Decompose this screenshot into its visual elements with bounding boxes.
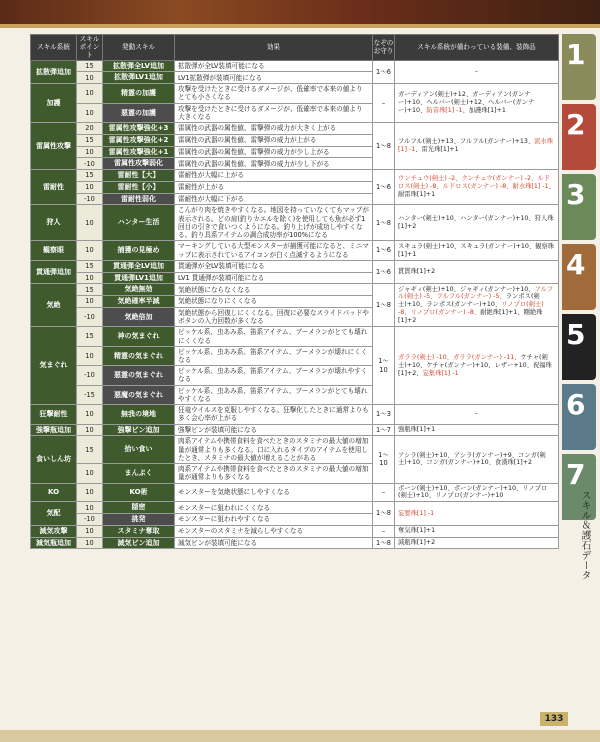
skill-system-cell: 狂撃耐性 xyxy=(31,405,77,424)
equipment-text: – xyxy=(474,410,479,418)
skill-name-cell: 無我の境地 xyxy=(103,405,175,424)
table-row xyxy=(31,205,559,241)
skill-name-cell: 強撃ビン追加 xyxy=(103,424,175,436)
skill-points-cell: 15 xyxy=(77,260,103,272)
skill-name-cell: まんぷく xyxy=(103,464,175,483)
amulet-range-cell: – xyxy=(373,525,395,537)
skill-points-cell: 10 xyxy=(77,103,103,122)
equipment-cell xyxy=(395,123,559,170)
equipment-cell xyxy=(395,241,559,260)
effect-cell: こんがり肉を焼きやすくなる。地図を持っていなくてもマップが表示される。どの肩(釣りカエルを除く)を使用しても魚が必ず1回目の引きで食いつくようになる。釣り上げが成功しやすくなる。釣り具系アイテムの調合成功率が100%になる xyxy=(175,205,373,241)
chapter-tab-number: 3 xyxy=(566,178,586,211)
chapter-tab-number: 7 xyxy=(566,458,586,491)
equipment-cell xyxy=(395,537,559,549)
equipment-cell xyxy=(395,170,559,205)
effect-cell: 雷属性の武器の属性値、雷撃弾の威力が上がる xyxy=(175,134,373,146)
amulet-range-cell: 1〜7 xyxy=(373,424,395,436)
skill-points-cell: 10 xyxy=(77,181,103,193)
table-row xyxy=(31,424,559,436)
side-section-label: スキル＆護石データ xyxy=(579,490,590,580)
equipment-text: アシラ(剣士)+10、アシラ(ガンナー)+9、コンガ(剣士)+10、コンガ(ガンナー)+10、食漢珠[1]+2 xyxy=(398,451,546,467)
skill-name-cell: 貫通弾LV1追加 xyxy=(103,272,175,284)
equipment-text: 、耐雷珠[1]+1 xyxy=(398,183,555,199)
amulet-range-cell: 1〜3 xyxy=(373,405,395,424)
equipment-text: ハンター(剣士)+10、ハンター(ガンナー)+10、狩人珠[1]+2 xyxy=(398,215,554,230)
equipment-cell xyxy=(395,84,559,123)
skill-name-cell: 拡散弾LV1追加 xyxy=(103,72,175,84)
skill-system-cell: 観察眼 xyxy=(31,241,77,260)
skill-name-cell: 拾い食い xyxy=(103,436,175,464)
chapter-tab-number: 6 xyxy=(566,388,586,421)
skill-points-cell: 10 xyxy=(77,241,103,260)
equipment-cell xyxy=(395,483,559,502)
effect-cell: 雷耐性が大幅に上がる xyxy=(175,170,373,182)
effect-cell: 雷属性の武器の属性値、雷撃弾の威力が少し上がる xyxy=(175,146,373,158)
skill-system-cell: 気絶 xyxy=(31,284,77,327)
skill-name-cell: 雷耐性【大】 xyxy=(103,170,175,182)
amulet-range-cell: – xyxy=(373,483,395,502)
skill-points-cell: -10 xyxy=(77,514,103,526)
equipment-cell xyxy=(395,260,559,284)
amulet-range-cell: 1〜10 xyxy=(373,327,395,405)
effect-cell: マーキングしている大型モンスターが捕獲可能になると、ミニマップに表示されているアイコンが白く点滅するようになる xyxy=(175,241,373,260)
equipment-cell xyxy=(395,60,559,84)
skill-points-cell: 10 xyxy=(77,72,103,84)
skill-name-cell: 雷属性攻撃強化+1 xyxy=(103,146,175,158)
table-row xyxy=(31,284,559,296)
table-header-row xyxy=(31,35,559,61)
amulet-range-cell: 1〜8 xyxy=(373,123,395,170)
effect-cell: LV1 貫通弾が装填可能になる xyxy=(175,272,373,284)
skill-system-cell: 狩人 xyxy=(31,205,77,241)
effect-cell: ピッケル系、虫あみ系、笛系アイテム、ブーメランがとても壊れにくくなる xyxy=(175,327,373,346)
table-row xyxy=(31,260,559,272)
equipment-text: 、雷光珠[1]+1 xyxy=(415,146,459,154)
equipment-cell xyxy=(395,436,559,483)
skill-points-cell: 10 xyxy=(77,296,103,308)
chapter-tab-3[interactable] xyxy=(562,174,596,240)
skill-name-cell: 悪魔の気まぐれ xyxy=(103,385,175,404)
skill-system-cell: 貫通弾追加 xyxy=(31,260,77,284)
effect-cell: 肉系アイテムや携帯食料を食べたときのスタミナの最大値の増加量が通常よりも多くなる。口に入れるタイプのアイテムを使用したとき、スタミナの最大値が増えることがある xyxy=(175,436,373,464)
effect-cell: 気絶状態になりにくくなる xyxy=(175,296,373,308)
effect-cell: 強撃ビンが装填可能になる xyxy=(175,424,373,436)
negative-equipment-text: 防音珠[1] -1 xyxy=(426,107,463,115)
skill-system-cell: 減気攻撃 xyxy=(31,525,77,537)
amulet-range-cell: 1〜6 xyxy=(373,241,395,260)
effect-cell: 雷属性の武器の属性値、雷撃弾の威力が少し下がる xyxy=(175,158,373,170)
equipment-cell xyxy=(395,525,559,537)
skill-system-cell: 雷属性攻撃 xyxy=(31,123,77,170)
skill-system-cell: 雷耐性 xyxy=(31,170,77,205)
amulet-range-cell: 1〜6 xyxy=(373,60,395,84)
skill-name-cell: 雷耐性【小】 xyxy=(103,181,175,193)
equipment-text: 耐絶珠[1]+1、剛絶珠[1]+2 xyxy=(398,309,543,325)
table-row xyxy=(31,405,559,424)
skill-name-cell: 悪霊の気まぐれ xyxy=(103,366,175,385)
equipment-text: ガーディアン(剣士)+12、ガーディアン(ガンナー)+10、ヘルバー(剣士)+12、ヘルバー(ガンナー)+10、 xyxy=(398,91,535,115)
equipment-text: 、加護珠[1]+1 xyxy=(462,107,506,115)
chapter-tab-number: 4 xyxy=(566,248,586,281)
effect-cell: 減気ビンが装填可能になる xyxy=(175,537,373,549)
effect-cell: LV1拡散弾が装填可能になる xyxy=(175,72,373,84)
skill-points-cell: 10 xyxy=(77,537,103,549)
header-effect: 効果 xyxy=(175,35,373,61)
header-points: スキルポイント xyxy=(77,35,103,61)
equipment-text: ボーン(剣士)+10、ボーン(ガンナー)+10、リノプロ(剣士)+10、リノプロ(ガンナー)+10 xyxy=(398,484,548,500)
skill-name-cell: 雷属性攻撃強化+3 xyxy=(103,123,175,135)
skill-name-cell: ハンター生活 xyxy=(103,205,175,241)
effect-cell: ピッケル系、虫あみ系、笛系アイテム、ブーメランが壊れにくくなる xyxy=(175,346,373,365)
effect-cell: 雷属性の武器の属性値、雷撃弾の威力が大きく上がる xyxy=(175,123,373,135)
table-row xyxy=(31,327,559,346)
skill-name-cell: 気絶確率半減 xyxy=(103,296,175,308)
skill-points-cell: 15 xyxy=(77,134,103,146)
chapter-tab-4[interactable] xyxy=(562,244,596,310)
skill-points-cell: 15 xyxy=(77,60,103,72)
skill-name-cell: KO術 xyxy=(103,483,175,502)
table-row xyxy=(31,525,559,537)
amulet-range-cell: 1〜10 xyxy=(373,436,395,483)
skill-points-cell: 15 xyxy=(77,170,103,182)
skill-points-cell: 10 xyxy=(77,464,103,483)
skill-table xyxy=(30,34,559,549)
skill-points-cell: 15 xyxy=(77,327,103,346)
amulet-range-cell: 1〜8 xyxy=(373,284,395,327)
negative-equipment-text: ウンチュウ(剣士) -2、クンチュウ(ガンナー) -2、ルドロス(剣士) -8、ルドロス(ガンナー) -8、耐水珠[1] -1 xyxy=(398,175,550,191)
equipment-text: 強瓶珠[1]+1 xyxy=(398,426,436,434)
effect-cell: モンスターに狙われにくくなる xyxy=(175,502,373,514)
skill-points-cell: 10 xyxy=(77,525,103,537)
table-row xyxy=(31,502,559,514)
skill-name-cell: 減気ビン追加 xyxy=(103,537,175,549)
header-gear: スキル系統が備わっている装備、装飾品 xyxy=(395,35,559,61)
skill-name-cell: 雷属性攻撃弱化 xyxy=(103,158,175,170)
table-row xyxy=(31,170,559,182)
chapter-tab-number: 2 xyxy=(566,108,586,141)
table-row xyxy=(31,483,559,502)
skill-points-cell: 10 xyxy=(77,84,103,103)
effect-cell: 気絶状態にならなくなる xyxy=(175,284,373,296)
skill-name-cell: 気絶無効 xyxy=(103,284,175,296)
chapter-tab-number: 1 xyxy=(566,38,586,71)
skill-name-cell: 雷耐性弱化 xyxy=(103,193,175,205)
chapter-tab-6[interactable] xyxy=(562,384,596,450)
amulet-range-cell: 1〜8 xyxy=(373,205,395,241)
page-number: 133 xyxy=(540,712,568,726)
skill-system-cell: 拡散弾追加 xyxy=(31,60,77,84)
skill-name-cell: 雷属性攻撃強化+2 xyxy=(103,134,175,146)
header-amulet: なぞの お守り xyxy=(373,35,395,61)
effect-cell: 狂竜ウイルスを克服しやすくなる。狂撃化したときに通常よりも多く会心率が上がる xyxy=(175,405,373,424)
effect-cell: 攻撃を受けたときに受けるダメージが、低確率で本来の値よりとても小さくなる xyxy=(175,84,373,103)
negative-equipment-text: 妄集珠[1] -1 xyxy=(422,369,459,377)
table-row xyxy=(31,241,559,260)
equipment-text: ジャギィ(剣士)+10、ジャギィ(ガンナー)+10、 xyxy=(398,285,535,293)
table-row xyxy=(31,436,559,464)
amulet-range-cell: 1〜8 xyxy=(373,502,395,526)
skill-points-cell: 10 xyxy=(77,405,103,424)
equipment-text: – xyxy=(474,68,479,76)
header-system: スキル系統 xyxy=(31,35,77,61)
skill-name-cell: 気絶倍加 xyxy=(103,307,175,326)
equipment-cell xyxy=(395,405,559,424)
skill-points-cell: 10 xyxy=(77,346,103,365)
skill-system-cell: 気まぐれ xyxy=(31,327,77,405)
negative-equipment-text: 流水珠[1] -1 xyxy=(398,138,554,154)
chapter-tab-5[interactable] xyxy=(562,314,596,380)
skill-points-cell: -10 xyxy=(77,193,103,205)
effect-cell: ピッケル系、虫あみ系、笛系アイテム、ブーメランが壊れやすくなる xyxy=(175,366,373,385)
effect-cell: ピッケル系、虫あみ系、笛系アイテム、ブーメランがとても壊れやすくなる xyxy=(175,385,373,404)
skill-name-cell: 精霊の気まぐれ xyxy=(103,346,175,365)
equipment-text: 奪気珠[1]+1 xyxy=(398,527,436,535)
equipment-cell xyxy=(395,424,559,436)
effect-cell: 気絶状態から回復しにくくなる。回復に必要なスライドパッドやボタンの入力回数が多くなる xyxy=(175,307,373,326)
bottom-decorative-bar xyxy=(0,730,600,742)
amulet-range-cell: 1〜6 xyxy=(373,260,395,284)
header-skill: 発動スキル xyxy=(103,35,175,61)
negative-equipment-text: 妄要珠[1] -1 xyxy=(398,509,435,517)
effect-cell: 雷耐性が上がる xyxy=(175,181,373,193)
effect-cell: モンスターのスタミナを減らしやすくなる xyxy=(175,525,373,537)
skill-system-cell: 強撃瓶追加 xyxy=(31,424,77,436)
equipment-text: ランポス(剣士)+10、ランポス(ガンナー)+10、 xyxy=(398,293,540,309)
skill-table-page xyxy=(30,34,558,706)
amulet-range-cell: 1〜6 xyxy=(373,170,395,205)
skill-points-cell: 10 xyxy=(77,146,103,158)
skill-points-cell: -10 xyxy=(77,158,103,170)
amulet-range-cell: – xyxy=(373,84,395,123)
equipment-cell xyxy=(395,284,559,327)
effect-cell: 拡散弾が全LV装填可能になる xyxy=(175,60,373,72)
table-row xyxy=(31,123,559,135)
skill-points-cell: -10 xyxy=(77,366,103,385)
skill-name-cell: 貫通弾全LV追加 xyxy=(103,260,175,272)
effect-cell: 雷耐性が大幅に下がる xyxy=(175,193,373,205)
equipment-cell xyxy=(395,502,559,526)
skill-name-cell: 挑発 xyxy=(103,514,175,526)
equipment-text: 貫貫珠[1]+2 xyxy=(398,268,436,276)
effect-cell: モンスターに狙われやすくなる xyxy=(175,514,373,526)
skill-points-cell: 10 xyxy=(77,502,103,514)
chapter-tabs xyxy=(562,34,596,706)
skill-points-cell: 10 xyxy=(77,483,103,502)
table-row xyxy=(31,84,559,103)
equipment-text: スキュラ(剣士)+10、スキュラ(ガンナー)+10、観察珠[1]+1 xyxy=(398,242,555,258)
equipment-text: 減瓶珠[1]+2 xyxy=(398,538,436,546)
equipment-text: ケチャ(剣士)+10、ケチャ(ガンナー)+10、レザー+10、祝福珠[1]+2、 xyxy=(398,353,552,377)
skill-name-cell: 拡散弾全LV追加 xyxy=(103,60,175,72)
skill-points-cell: 15 xyxy=(77,284,103,296)
skill-system-cell: 減気瓶追加 xyxy=(31,537,77,549)
chapter-tab-number: 5 xyxy=(566,318,586,351)
chapter-tab-2[interactable] xyxy=(562,104,596,170)
negative-equipment-text: フルフル(剣士) -5、フルフル(ガンナー) -5、 xyxy=(398,285,554,301)
skill-points-cell: 20 xyxy=(77,123,103,135)
table-row xyxy=(31,60,559,72)
effect-cell: 肉系アイテムや携帯食料を食べたときのスタミナの最大値の増加量が通常よりも多くなる xyxy=(175,464,373,483)
skill-name-cell: 精霊の加護 xyxy=(103,84,175,103)
skill-name-cell: 捕獲の見極め xyxy=(103,241,175,260)
skill-name-cell: 悪霊の加護 xyxy=(103,103,175,122)
skill-system-cell: KO xyxy=(31,483,77,502)
amulet-range-cell: 1〜8 xyxy=(373,537,395,549)
effect-cell: 貫通弾が全LV装填可能になる xyxy=(175,260,373,272)
effect-cell: 攻撃を受けたときに受けるダメージが、低確率で本来の値より大きくなる xyxy=(175,103,373,122)
equipment-text: フルフル(剣士)+13、フルフル(ガンナー)+13、 xyxy=(398,138,535,146)
skill-system-cell: 食いしん坊 xyxy=(31,436,77,483)
table-row xyxy=(31,537,559,549)
equipment-cell xyxy=(395,327,559,405)
skill-name-cell: スタミナ奪取 xyxy=(103,525,175,537)
skill-system-cell: 加護 xyxy=(31,84,77,123)
skill-name-cell: 隠密 xyxy=(103,502,175,514)
skill-points-cell: -15 xyxy=(77,385,103,404)
top-decorative-banner xyxy=(0,0,600,28)
skill-system-cell: 気配 xyxy=(31,502,77,526)
skill-points-cell: -10 xyxy=(77,307,103,326)
equipment-cell xyxy=(395,205,559,241)
skill-points-cell: 15 xyxy=(77,436,103,464)
effect-cell: モンスターを気絶状態にしやすくなる xyxy=(175,483,373,502)
skill-name-cell: 神の気まぐれ xyxy=(103,327,175,346)
skill-points-cell: 10 xyxy=(77,272,103,284)
negative-equipment-text: ガララ(剣士) -10、ガララ(ガンナー) -11、 xyxy=(398,353,521,361)
skill-points-cell: 10 xyxy=(77,205,103,241)
negative-equipment-text: リノプロ(剣士) -8、リノプロ(ガンナー) -8、 xyxy=(398,301,544,317)
chapter-tab-1[interactable] xyxy=(562,34,596,100)
skill-points-cell: 10 xyxy=(77,424,103,436)
